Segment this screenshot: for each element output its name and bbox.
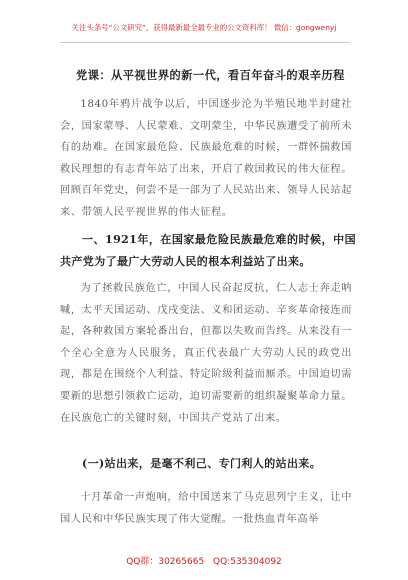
contact-footer: [0, 554, 408, 567]
intro-paragraph: 1840年鸦片战争以后，中国逐步沦为半殖民地半封建社会，国家蒙辱、人民蒙难、文明蒙尘，中华民族遭受了前所未有的劫难。在国家最危险、民族最危难的时候，一群怀揣救国救民理想的有志青年站了出来，开启了救国救民的伟大征程。回顾百年党史，何尝不是一部为了人民站出来、领导人民站起来、带领人民平视世界的伟大征程。: [60, 99, 352, 218]
document-title: 党课：从平视世界的新一代，看百年奋斗的艰辛历程: [76, 68, 345, 82]
section-1-heading: 一、1921年，在国家最危险民族最危难的时候，中国共产党为了最广大劳动人民的根本利益站了出来。: [60, 233, 356, 268]
qq-group-text: QQ群：30265665: [126, 557, 205, 567]
header-divider: [60, 42, 350, 43]
subsection-1-paragraph: 十月革命一声炮响，给中国送来了马克思列宁主义，让中国人民和中华民族实现了伟大觉醒。一批热血青年高举: [60, 492, 352, 525]
section-1-paragraph: 为了拯救民族危亡，中国人民奋起反抗，仁人志士奔走呐喊，太平天国运动、戊戌变法、义和团运动、辛亥革命接连而起，各种救国方案轮番出台，但都以失败而告终。从来没有一个全心全意为人民服务，真正代表最广大劳动人民的政党出现，都是在围绕个人利益、特定阶级利益而厮杀。中国迫切需要新的思想引领救亡运动，迫切需要新的组织凝聚革命力量。在民族危亡的关键时刻，中国共产党站了出来。: [60, 283, 352, 424]
qq-text: QQ:535304092: [213, 557, 282, 567]
subsection-1-heading: (一)站出来，是毫不利己、专门利人的站出来。: [82, 457, 322, 470]
promo-header: 关注头条号“公文研究”，获得最新最全最专业的公文资料库！ 微信：gongwenyj: [71, 23, 337, 32]
